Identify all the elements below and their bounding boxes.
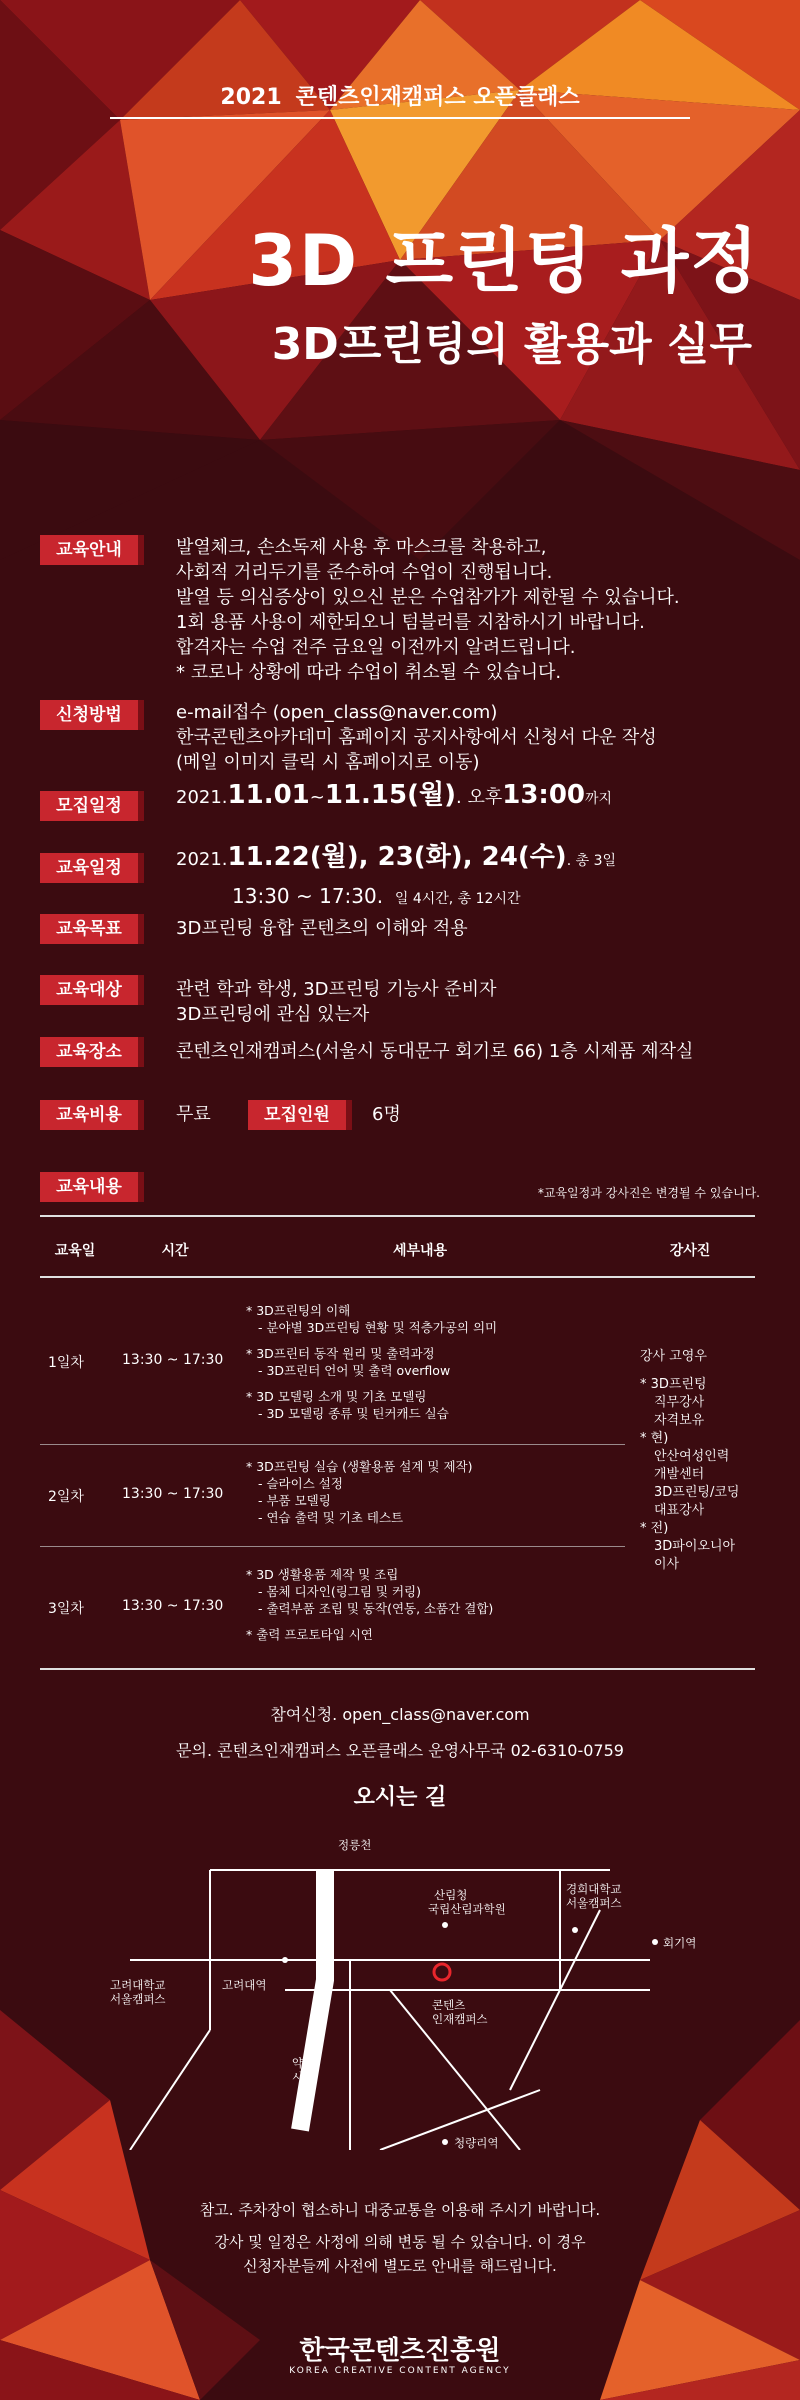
schedule-date3: 24 [481, 842, 518, 872]
apply-line: 한국콘텐츠아카데미 홈페이지 공지사항에서 신청서 다운 작성 [176, 727, 657, 748]
instructor-line: * 3D프린팅 [640, 1377, 707, 1392]
detail-line: - 연습 출력 및 기초 테스트 [258, 1510, 404, 1525]
map-stream [300, 1870, 325, 2130]
footer-note-3: 신청자분들께 사전에 별도로 안내를 해드립니다. [243, 2257, 557, 2275]
curriculum-note: *교육일정과 강사진은 변경될 수 있습니다. [537, 1186, 760, 1200]
detail-line: * 3D 생활용품 제작 및 조립 [246, 1567, 399, 1582]
header-divider [110, 117, 690, 119]
campus-marker-icon [434, 1964, 450, 1980]
row3-day: 3일차 [48, 1601, 84, 1617]
map-road [510, 1910, 600, 2090]
instructor-line: 개발센터 [654, 1467, 705, 1482]
schedule-date2: 23 [377, 842, 414, 872]
recruit-end: 11.15 [324, 780, 408, 810]
schedule-comma: , [358, 842, 378, 872]
guide-line: * 코로나 상황에 따라 수업이 취소될 수 있습니다. [176, 662, 562, 683]
detail-line: * 3D프린팅 실습 (생활용품 설계 및 제작) [246, 1459, 473, 1474]
footer-note-1: 참고. 주차장이 협소하니 대중교통을 이용해 주시기 바랍니다. [199, 2201, 601, 2219]
map-label-line: 국립산림과학원 [428, 1902, 506, 1916]
schedule-prefix: 2021. [176, 849, 228, 870]
guide-line: 발열 등 의심증상이 있으신 분은 수업참가가 제한될 수 있습니다. [176, 587, 680, 608]
table-header-day: 교육일 [54, 1243, 96, 1259]
instructor-line: 3D프린팅/코딩 [654, 1485, 740, 1500]
target-line: 관련 학과 학생, 3D프린팅 기능사 준비자 [176, 979, 497, 1000]
instructor-line: 자격보유 [654, 1413, 705, 1428]
recruit-text [176, 780, 613, 812]
header-org [0, 80, 800, 111]
table-header-time: 시간 [161, 1243, 189, 1259]
page-title: 3D 프린팅 과정 [248, 220, 760, 302]
table-header-instructor: 강사진 [669, 1243, 711, 1259]
detail-line: - 몸체 디자인(링그림 및 커링) [258, 1584, 421, 1599]
map-label-forest [428, 1888, 506, 1916]
recruit-prefix: 2021. [176, 787, 228, 808]
footer-note-2: 강사 및 일정은 사정에 의해 변동 될 수 있습니다. 이 경우 [214, 2233, 586, 2251]
row1-time: 13:30 ~ 17:30 [122, 1352, 224, 1368]
schedule-hours: 일 4시간, 총 12시간 [394, 891, 521, 907]
map-label-line: 서울캠퍼스 [566, 1896, 622, 1910]
label-recruit: 모집일정 [40, 791, 144, 821]
label-schedule: 교육일정 [40, 853, 144, 883]
row-divider [40, 1444, 625, 1445]
map-label-line: 시장 [292, 2070, 315, 2084]
instructor-line: 강사 고영우 [640, 1349, 707, 1364]
map-label-kyunghee [566, 1882, 622, 1910]
detail-line: * 출력 프로토타입 시연 [246, 1627, 373, 1642]
map-label-hoegi: 회기역 [663, 1936, 697, 1950]
map-road [130, 2030, 210, 2150]
detail-line: - 분야별 3D프린팅 현황 및 적층가공의 의미 [258, 1320, 498, 1335]
cost-text: 무료 [176, 1104, 211, 1125]
directions-map [110, 1830, 710, 2150]
detail-line: - 부품 모델링 [258, 1493, 331, 1508]
map-label-cheongnyangni: 청량리역 [454, 2136, 499, 2150]
label-curriculum: 교육내용 [40, 1172, 144, 1202]
apply-line: (메일 이미지 클릭 시 홈페이지로 이동) [176, 752, 480, 773]
detail-line: - 출력부품 조립 및 동작(연동, 소품간 결합) [258, 1601, 494, 1616]
detail-line: - 3D프린터 언어 및 출력 overflow [258, 1363, 451, 1378]
map-label-line: 경희대학교 [566, 1882, 622, 1896]
header-year: 2021 [220, 85, 282, 110]
map-label-line: 콘텐츠 [432, 1998, 466, 2012]
recruit-day: (월) [407, 780, 457, 810]
map-label-line: 서울캠퍼스 [110, 1992, 166, 2006]
capacity-text: 6명 [372, 1104, 401, 1125]
place-text: 콘텐츠인재캠퍼스(서울시 동대문구 회기로 66) 1층 시제품 제작실 [176, 1041, 694, 1062]
table-bottom-rule [40, 1668, 755, 1670]
detail-line: * 3D프린팅의 이해 [246, 1303, 351, 1318]
label-target: 교육대상 [40, 975, 144, 1005]
map-label-line: 산림청 [434, 1888, 468, 1902]
schedule-text [176, 842, 617, 874]
instructor-line: * 현) [640, 1431, 669, 1446]
instructor-line: 3D파이오니아 [654, 1539, 736, 1554]
target-text [176, 977, 496, 1027]
detail-line: * 3D프린터 동작 원리 및 출력과정 [246, 1346, 435, 1361]
instructor-line: * 전) [640, 1521, 669, 1536]
instructor-line: 대표강사 [654, 1503, 705, 1518]
table-header-rule [40, 1276, 755, 1278]
label-cost: 교육비용 [40, 1100, 144, 1130]
label-place: 교육장소 [40, 1037, 144, 1067]
map-label-line: 인재캠퍼스 [432, 2012, 488, 2026]
row-divider [40, 1546, 625, 1547]
map-title: 오시는 길 [353, 1785, 447, 1810]
table-top-rule [40, 1215, 755, 1217]
row1-details [246, 1302, 497, 1422]
instructor-line: 직무강사 [654, 1395, 705, 1410]
map-roads [110, 1830, 710, 2150]
kocca-logo-en: KOREA CREATIVE CONTENT AGENCY [289, 2366, 511, 2376]
apply-line: e-mail접수 (open_class@naver.com) [176, 702, 498, 723]
page-subtitle: 3D프린팅의 활용과 실무 [271, 319, 752, 370]
table-header-details: 세부내용 [392, 1243, 448, 1259]
detail-line: - 3D 모델링 종류 및 틴커캐드 실습 [258, 1406, 449, 1421]
map-label-market [292, 2056, 314, 2084]
label-apply: 신청방법 [40, 700, 144, 730]
label-goal: 교육목표 [40, 914, 144, 944]
apply-text [176, 700, 657, 775]
label-guide: 교육안내 [40, 535, 144, 565]
contact-inquiry: 문의. 콘텐츠인재캠퍼스 오픈클래스 운영사무국 02-6310-0759 [176, 1741, 624, 1760]
guide-line: 1회 용품 사용이 제한되오니 텀블러를 지참하시기 바랍니다. [176, 612, 645, 633]
header-org-title: 콘텐츠인재캠퍼스 오픈클래스 [295, 85, 580, 110]
schedule-comma: , [462, 842, 482, 872]
kocca-logo: 한국콘텐츠진흥원 [299, 2336, 501, 2366]
row2-details [246, 1458, 472, 1526]
schedule-weekday3: (수) [517, 842, 567, 872]
schedule-time-row [232, 884, 521, 912]
label-capacity: 모집인원 [248, 1100, 352, 1130]
instructor-line: 이사 [654, 1557, 680, 1572]
map-label-line: 고려대학교 [110, 1978, 166, 1992]
instructor-info [640, 1348, 760, 1574]
schedule-weekday2: (화) [413, 842, 463, 872]
goal-text: 3D프린팅 융합 콘텐츠의 이해와 적용 [176, 918, 468, 939]
recruit-time: 13:00 [502, 780, 586, 810]
instructor-line: 안산여성인력 [654, 1449, 730, 1464]
guide-text [176, 535, 680, 685]
recruit-sep: . 오후 [456, 787, 503, 808]
row2-time: 13:30 ~ 17:30 [122, 1486, 224, 1502]
map-label-korea-univ [110, 1978, 166, 2006]
detail-line: * 3D 모델링 소개 및 기초 모델링 [246, 1389, 427, 1404]
map-label-campus [432, 1998, 488, 2026]
schedule-date1: 11.22 [227, 842, 310, 872]
contact-apply: 참여신청. open_class@naver.com [270, 1705, 530, 1724]
detail-line: - 슬라이스 설정 [258, 1476, 343, 1491]
row3-time: 13:30 ~ 17:30 [122, 1598, 224, 1614]
recruit-tilde: ~ [309, 787, 325, 808]
row3-details [246, 1566, 493, 1643]
target-line: 3D프린팅에 관심 있는자 [176, 1004, 370, 1025]
map-label-jeongneungcheon: 정릉천 [338, 1838, 372, 1852]
row2-day: 2일차 [48, 1489, 84, 1505]
recruit-start: 11.01 [227, 780, 310, 810]
guide-line: 사회적 거리두기를 준수하여 수업이 진행됩니다. [176, 562, 553, 583]
guide-line: 발열체크, 손소독제 사용 후 마스크를 착용하고, [176, 537, 547, 558]
schedule-weekday1: (월) [309, 842, 359, 872]
recruit-suffix: 까지 [585, 791, 613, 807]
schedule-time: 13:30 ~ 17:30. [232, 884, 384, 908]
guide-line: 합격자는 수업 전주 금요일 이전까지 알려드립니다. [176, 637, 576, 658]
map-label-line: 약령 [292, 2056, 315, 2070]
map-label-korea-station: 고려대역 [222, 1978, 267, 1992]
schedule-total-days: . 총 3일 [566, 853, 617, 869]
row1-day: 1일차 [48, 1355, 84, 1371]
